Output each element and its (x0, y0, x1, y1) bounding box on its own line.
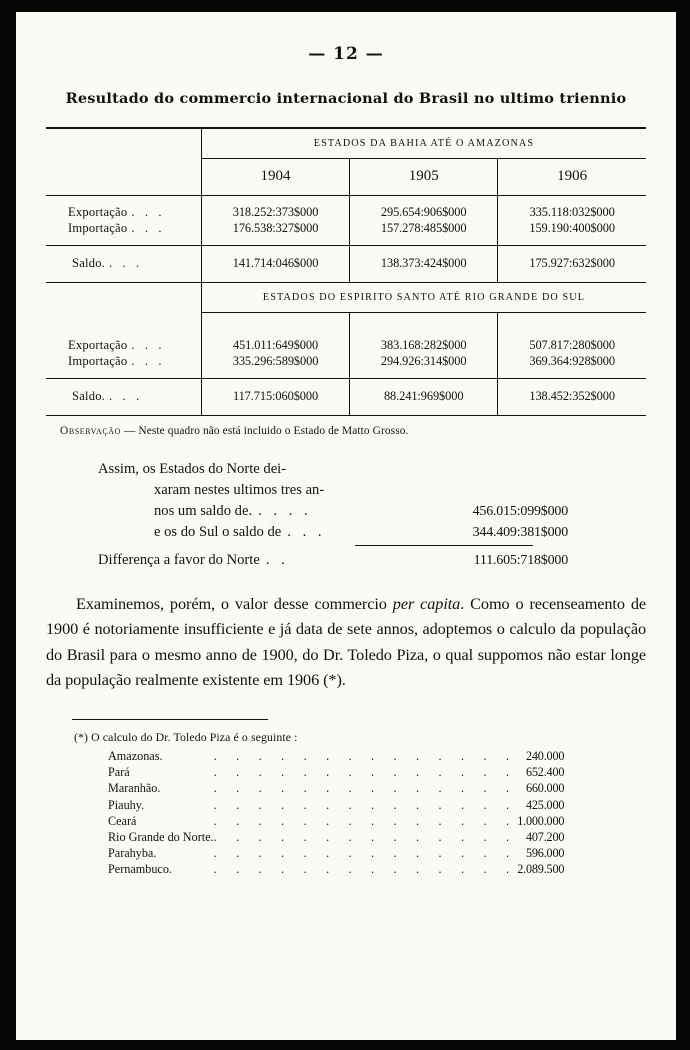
list-item (108, 813, 564, 829)
row-dot-leader: . . . (131, 221, 166, 235)
cell-exportacao-1906-south: 507.817:280$000 (498, 329, 646, 354)
table-bottom-rule (46, 415, 646, 416)
row-label-saldo-north (46, 246, 201, 283)
footnote-rule (72, 719, 268, 720)
body-paragraph (46, 591, 646, 693)
list-item (108, 829, 564, 845)
cell-exportacao-1904-south: 451.011:649$000 (201, 329, 349, 354)
summary-amount-norte: 456.015:099$000 (472, 503, 568, 519)
row-dot-leader: . . . (131, 337, 166, 352)
cell-saldo-1905-north: 138.373:424$000 (350, 246, 498, 283)
table-row (46, 196, 646, 222)
spacer-cell (350, 313, 498, 329)
list-item (108, 797, 564, 813)
trade-results-table (46, 127, 646, 416)
cell-saldo-1904-south: 117.715:060$000 (201, 378, 349, 415)
population-value: 660.000 (526, 781, 565, 796)
row-label-text: Exportação (68, 205, 128, 219)
row-label-text: Saldo. (72, 256, 106, 270)
row-dot-leader: . . . (109, 388, 143, 403)
cell-exportacao-1905-north: 295.654:906$000 (350, 196, 498, 222)
corner-cell (46, 128, 201, 159)
population-table (108, 749, 564, 879)
row-label-text: Exportação (68, 337, 128, 352)
cell-importacao-1906-north: 159.190:400$000 (498, 221, 646, 246)
row-label-text: Importação (68, 353, 128, 368)
row-label-exportacao-south (46, 329, 201, 354)
row-dot-leader: . . . (109, 256, 143, 270)
observacao-label: Observação (60, 424, 122, 437)
corner-cell (46, 283, 201, 313)
summary-amount-sul: 344.409:381$000 (472, 524, 568, 540)
summary-line-2 (98, 480, 646, 501)
row-label-importacao-north (46, 221, 201, 246)
paragraph-italic-per-capita: per capita (392, 593, 461, 613)
summary-difference-line (98, 550, 646, 571)
footnote-intro: (*) O calculo do Dr. Toledo Piza é o seguinte : (74, 729, 298, 744)
population-state-name: Maranhão. (108, 781, 161, 796)
table-section-header-row (46, 283, 646, 313)
cell-saldo-1906-south: 138.452:352$000 (498, 378, 646, 415)
summary-line-1 (98, 459, 646, 480)
observacao-note (46, 425, 646, 437)
list-item (108, 765, 564, 781)
list-item (108, 749, 564, 765)
paragraph-part-1: Examinemos, porém, o valor desse commercio (76, 593, 393, 613)
row-label-saldo-south (46, 378, 201, 415)
table-bottom-rule-row (46, 415, 646, 416)
population-state-name: Piauhy. (108, 797, 145, 812)
summary-line-4 (98, 522, 646, 543)
cell-exportacao-1904-north: 318.252:373$000 (201, 196, 349, 222)
list-item (108, 781, 564, 797)
cell-importacao-1906-south: 369.364:928$000 (498, 354, 646, 379)
row-label-importacao-south (46, 354, 201, 379)
page-number: — 12 — (308, 44, 384, 64)
cell-exportacao-1905-south: 383.168:282$000 (350, 329, 498, 354)
cell-importacao-1905-south: 294.926:314$000 (350, 354, 498, 379)
row-label-text: Importação (68, 221, 128, 235)
cell-saldo-1905-south: 88.241:969$000 (350, 378, 498, 415)
table-row-saldo (46, 378, 646, 415)
observacao-dash: — (121, 424, 139, 437)
spacer-cell (201, 313, 349, 329)
table-row (46, 354, 646, 379)
spacer-cell (498, 313, 646, 329)
spacer-cell (46, 313, 201, 329)
cell-importacao-1904-south: 335.296:589$000 (201, 354, 349, 379)
table-year-row (46, 159, 646, 196)
year-header-1904-north: 1904 (201, 159, 349, 196)
population-state-name: Parahyba. (108, 846, 157, 861)
summary-text: xaram nestes ultimos tres an- (154, 481, 325, 498)
population-state-name: Ceará (108, 813, 137, 828)
summary-block (46, 459, 646, 571)
list-item (108, 862, 564, 878)
dot-leader: . . . . . . . . . . . . . . (213, 765, 518, 780)
summary-text: nos um saldo de. (154, 502, 253, 519)
summary-dot-leader: . . . . (258, 502, 312, 519)
row-label-exportacao-north (46, 196, 201, 222)
summary-line-3 (98, 501, 646, 522)
table-row-saldo (46, 246, 646, 283)
dot-leader: . . . . . . . . . . . . . . (213, 781, 518, 796)
population-value: 407.200 (526, 830, 565, 845)
summary-dot-leader: . . (265, 551, 289, 568)
cell-exportacao-1906-north: 335.118:032$000 (498, 196, 646, 222)
table-row (46, 329, 646, 354)
cell-importacao-1905-north: 157.278:485$000 (350, 221, 498, 246)
year-header-1906-north: 1906 (498, 159, 646, 196)
difference-amount: 111.605:718$000 (473, 552, 568, 568)
table-row (46, 221, 646, 246)
difference-label: Differença a favor do Norte (98, 551, 260, 568)
summary-text: e os do Sul o saldo de (154, 523, 282, 540)
population-value: 425.000 (526, 797, 565, 812)
observacao-text: Neste quadro não está incluido o Estado de Matto Grosso. (138, 424, 409, 437)
summary-text: Assim, os Estados do Norte dei- (98, 460, 287, 477)
cell-saldo-1904-north: 141.714:046$000 (201, 246, 349, 283)
dot-leader: . . . . . . . . . . . . . . (213, 797, 518, 812)
dot-leader: . . . . . . . . . . . . . . (213, 846, 518, 861)
dot-leader: . . . . . . . . . . . . . . (213, 862, 518, 877)
page-title: Resultado do commercio internacional do Brasil no ultimo triennio (65, 90, 627, 107)
population-state-name: Amazonas. (108, 749, 163, 764)
dot-leader: . . . . . . . . . . . . . . (213, 813, 518, 828)
population-value: 652.400 (526, 765, 565, 780)
document-page (16, 12, 676, 1040)
population-value: 2.089.500 (517, 862, 565, 877)
year-header-1905-north: 1905 (350, 159, 498, 196)
summary-dot-leader: . . . (287, 523, 326, 540)
section-header-north: ESTADOS DA BAHIA ATÉ O AMAZONAS (201, 128, 646, 159)
cell-saldo-1906-north: 175.927:632$000 (498, 246, 646, 283)
year-row-spacer (46, 159, 201, 196)
summary-rule (355, 545, 533, 546)
section-header-south: ESTADOS DO ESPIRITO SANTO ATÉ RIO GRANDE DO SUL (201, 283, 646, 313)
table-section-header-row (46, 128, 646, 159)
population-state-name: Rio Grande do Norte. (108, 830, 214, 845)
row-dot-leader: . . . (131, 205, 166, 219)
list-item (108, 846, 564, 862)
population-state-name: Pará (108, 765, 130, 780)
table-spacer-row (46, 313, 646, 329)
dot-leader: . . . . . . . . . . . . . . (213, 749, 518, 764)
cell-importacao-1904-north: 176.538:327$000 (201, 221, 349, 246)
row-label-text: Saldo. (72, 388, 106, 403)
population-value: 596.000 (526, 846, 565, 861)
population-value: 240.000 (526, 749, 565, 764)
row-dot-leader: . . . (131, 353, 166, 368)
population-state-name: Pernambuco. (108, 862, 172, 877)
population-value: 1.000.000 (517, 813, 565, 828)
paragraph-part-2: . Como o recenseamento de 1900 é notoriamente insufficiente e já data de sete annos, adoptemos o calculo da população do Brasil para o mesmo anno de 1900, do Dr. Toledo Piza, o qual suppomos não estar longe da população realmente existente em 1906 (*). (46, 593, 647, 689)
dot-leader: . . . . . . . . . . . . . . (213, 830, 518, 845)
